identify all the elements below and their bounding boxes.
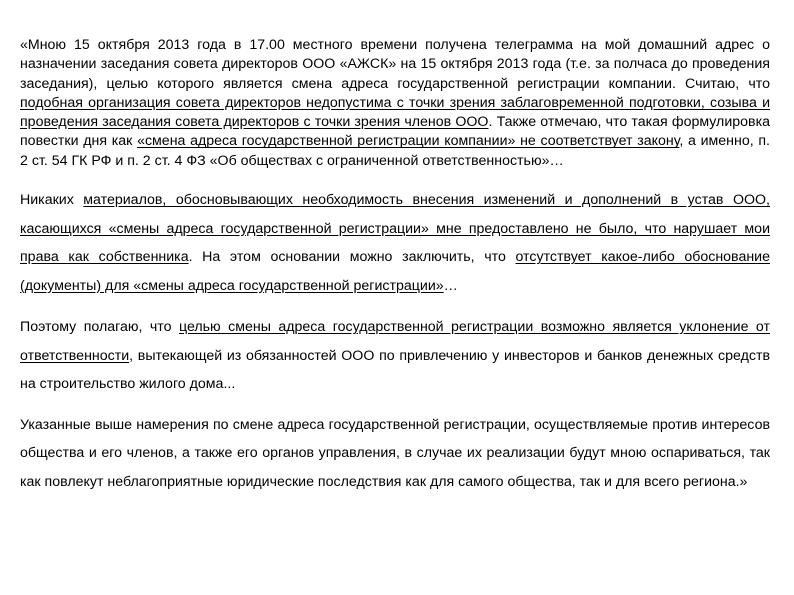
paragraph-purpose bbox=[20, 313, 770, 399]
text-run: Поэтому полагаю, что bbox=[20, 319, 179, 336]
paragraph-materials bbox=[20, 186, 770, 300]
text-run: . Также отмечаю, что такая формулировка повестки дня как bbox=[20, 114, 770, 150]
text-run: , вытекающей из обязанностей ООО по привлечению у инвесторов и банков денежных средств на строительство жилого дома... bbox=[20, 347, 770, 393]
underlined-text-run: подобная организация совета директоров недопустима с точки зрения заблаговременной подготовки, созыва и проведения заседания совета директоров с точки зрения членов ООО bbox=[20, 94, 770, 131]
underlined-text-run: отсутствует какое-либо обоснование (документы) для «смены адреса государственной регистрации» bbox=[20, 249, 770, 294]
text-run: Никаких bbox=[20, 192, 84, 209]
text-run: , а именно, п. 2 ст. 54 ГК РФ и п. 2 ст. 4 ФЗ «Об обществах с ограниченной ответственностью»… bbox=[20, 133, 770, 169]
text-run: Указанные выше намерения по смене адреса государственной регистрации, осуществляемые против интересов общества и его членов, а также его органов управления, в случае их реализации будут мною оспариваться, так как повлекут неблагоприятные юридические последствия как для самого общества, так и для всего региона.» bbox=[20, 416, 770, 490]
paragraph-telegram bbox=[20, 36, 770, 171]
text-run: . На этом основании можно заключить, что bbox=[188, 249, 516, 266]
text-run: «Мною 15 октября 2013 года в 17.00 местного времени получена телеграмма на мой домашний адрес о назначении заседания совета директоров ООО «АЖСК» на 15 октября 2013 года (т.е. за полчаса до проведения заседания), целью которого является смена адреса государственной регистрации компании. Считаю, что bbox=[20, 37, 770, 92]
underlined-text-run: целью смены адреса государственной регистрации возможно является уклонение от ответственности bbox=[20, 319, 770, 364]
underlined-text-run: материалов, обосновывающих необходимость внесения изменений и дополнений в устав ООО, касающихся «смены адреса государственной регистрации» мне предоставлено не было, что нарушает мои права как собственника bbox=[20, 192, 770, 266]
underlined-text-run: «смена адреса государственной регистрации компании» не соответствует закону bbox=[137, 133, 680, 150]
document-body bbox=[20, 36, 770, 496]
paragraph-conclusion bbox=[20, 411, 770, 497]
text-run: … bbox=[443, 277, 458, 294]
